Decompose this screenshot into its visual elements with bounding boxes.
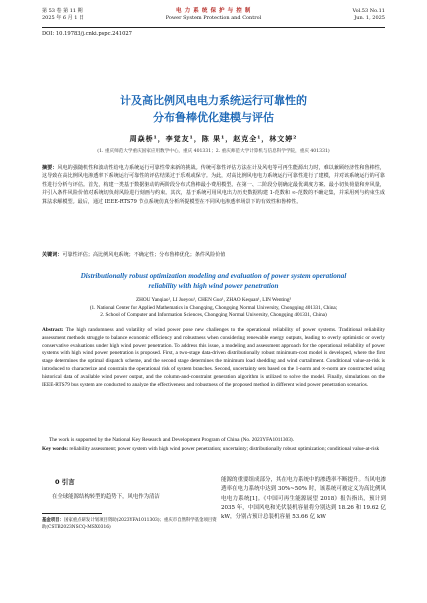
affiliation-en — [40, 305, 387, 319]
running-header — [42, 8, 385, 28]
footnote-label: 基金项目： — [42, 518, 64, 523]
title-en-line-1: Distributionally robust optimization modeling and evaluation of power system operational — [80, 272, 347, 280]
journal-name-cn: 电 力 系 统 保 护 与 控 制 — [175, 8, 252, 14]
date-en: Jun. 1, 2025 — [354, 14, 385, 21]
abstract-en-text: The high randomness and volatility of wind power pose new challenges to the operational reliability of power systems. Traditional reliability assessment methods struggle to balance economic efficiency and robustness when considering renewable energy outputs, leading to overly optimistic or overly conservative evaluations under high wind power penetration. To address this issue, a modeling and assessment approach for the operational reliability of power systems with high wind power penetration is proposed. First, a two-stage data-driven distributionally robust minimum-cost model is developed, where the first stage determines the optimal dispatch scheme, and the second stage determines the minimum load shedding and wind curtailment. Conditional value-at-risk is introduced to characterize and constrain the operational risk of system branches. Second, uncertainty sets based on the 1-norm and ∞-norm are constructed using historical data of available wind power output, and the column-and-constraint generation algorithm is utilized to solve the model. Finally, simulations on the IEEE-RTS79 bus system are conducted to analyze the effectiveness and robustness of the proposed method in different wind power penetration scenarios. — [42, 327, 385, 388]
header-center — [42, 8, 385, 22]
authors-cn: 周焱桥¹，李觉友¹，陈 果¹，赵克全¹，林文婷² — [129, 134, 298, 143]
title-en-line-2: reliability with high wind power penetration — [148, 282, 279, 290]
title-cn-line-1: 计及高比例风电电力系统运行可靠性的 — [120, 94, 307, 107]
footnote-text: 国家重点研发计划项目资助(2023YFA1011303)；重庆市自然科学基金项目资助(CSTB2023NSCQ-MSX0316) — [42, 518, 217, 530]
abstract-cn-text: 风电的强随机性和波动性给电力系统运行可靠性带来新的挑战。传统可靠性评估方法在计及风电等可再生能源出力时，难以兼顾经济性和鲁棒性，这导致在高比例风电渗透率下系统运行可靠性的评估结果过于乐观或保守。为此，对高比例风电电力系统运行可靠性进行了建模，并对该系统运行的可靠性进行分析与评估。首先，构建一类基于数据驱动的两阶段分布式鲁棒最小费用模型。在第一、二阶段分别确定最优调度方案、最小切负荷量和弃风量，并引入条件风险价值对系统切负荷风险进行刻画与约束。其次，基于系统可用风电出力历史数据构建 1-范数和 ∞-范数的不确定集，并采用列与约束生成算法求解模型。最后，通过 IEEE-RTS79 节点系统仿真分析所提模型在不同风电渗透率场景下的有效性和鲁棒性。 — [42, 165, 385, 205]
keywords-en-label: Key words: — [42, 446, 69, 452]
journal-name-en: Power System Protection and Control — [165, 15, 262, 22]
authors-en: ZHOU Yanqiao¹, LI Jueyou¹, CHEN Guo¹, ZHAO Kequan¹, LIN Wenting² — [135, 297, 292, 303]
header-right — [352, 8, 385, 22]
abstract-en-label: Abstract: — [42, 327, 64, 333]
paper-title-cn — [40, 92, 387, 126]
funding-footnote — [42, 518, 217, 531]
abstract-cn — [42, 164, 385, 206]
keywords-cn-label: 关键词： — [42, 252, 63, 258]
affiliation-en-1: (1. National Center for Applied Mathematics in Chongqing, Chongqing Normal University, Chongqing 401331, China; — [89, 305, 338, 311]
doi[interactable]: DOI: 10.19783/j.cnki.pspc.241027 — [42, 31, 132, 37]
keywords-cn-text: 可靠性评估；高比例风电系统；不确定性；分布鲁棒优化；条件风险价值 — [62, 252, 226, 258]
section-heading-introduction: 0 引言 — [55, 478, 75, 486]
footnote-rule — [42, 513, 102, 514]
funding-note-en: The work is supported by the National Key Research and Development Program of China (No. 2023YFA1011303). — [49, 437, 294, 443]
date-cn: 2025 年 6 月 1 日 — [42, 14, 85, 21]
keywords-cn — [42, 251, 385, 258]
affiliation-en-2: 2. School of Computer and Information Sciences, Chongqing Normal University, Chongqing 401331, China) — [100, 312, 327, 319]
affiliation-cn: (1. 重庆师范大学重庆国家应用数学中心，重庆 401331；2. 重庆师范大学计算机与信息科学学院，重庆 401331) — [97, 149, 330, 154]
header-rule — [42, 27, 385, 28]
intro-paragraph-right: 能源的重要组成部分，其在电力系统中的渗透率不断提升。当风电渗透率在电力系统中达到 30%~50% 时，该系统可被定义为高比例风电电力系统[1]。《中国可再生能源展望 2018》报告指出，预计到 2035 年，中国风电和光伏装机容量将分别达到 18.26 和 19.62 亿 kW，分别占预计总装机容量 53.66 亿 kW — [221, 477, 387, 521]
intro-paragraph-left: 在全球能源结构转型的趋势下，风电作为清洁 — [52, 494, 160, 500]
keywords-en — [42, 446, 385, 454]
abstract-cn-label: 摘要： — [42, 165, 58, 171]
volume-issue-en: Vol.53 No.11 — [352, 8, 385, 14]
title-cn-line-2: 分布鲁棒优化建模与评估 — [153, 111, 274, 124]
volume-issue-cn: 第 53 卷 第 11 期 — [42, 8, 83, 14]
abstract-en — [42, 327, 385, 389]
keywords-en-text: reliability assessment; power system with high wind power penetration; uncertainty; distributionally robust optimization; conditional value-at-risk — [69, 446, 380, 452]
paper-title-en — [40, 271, 387, 291]
